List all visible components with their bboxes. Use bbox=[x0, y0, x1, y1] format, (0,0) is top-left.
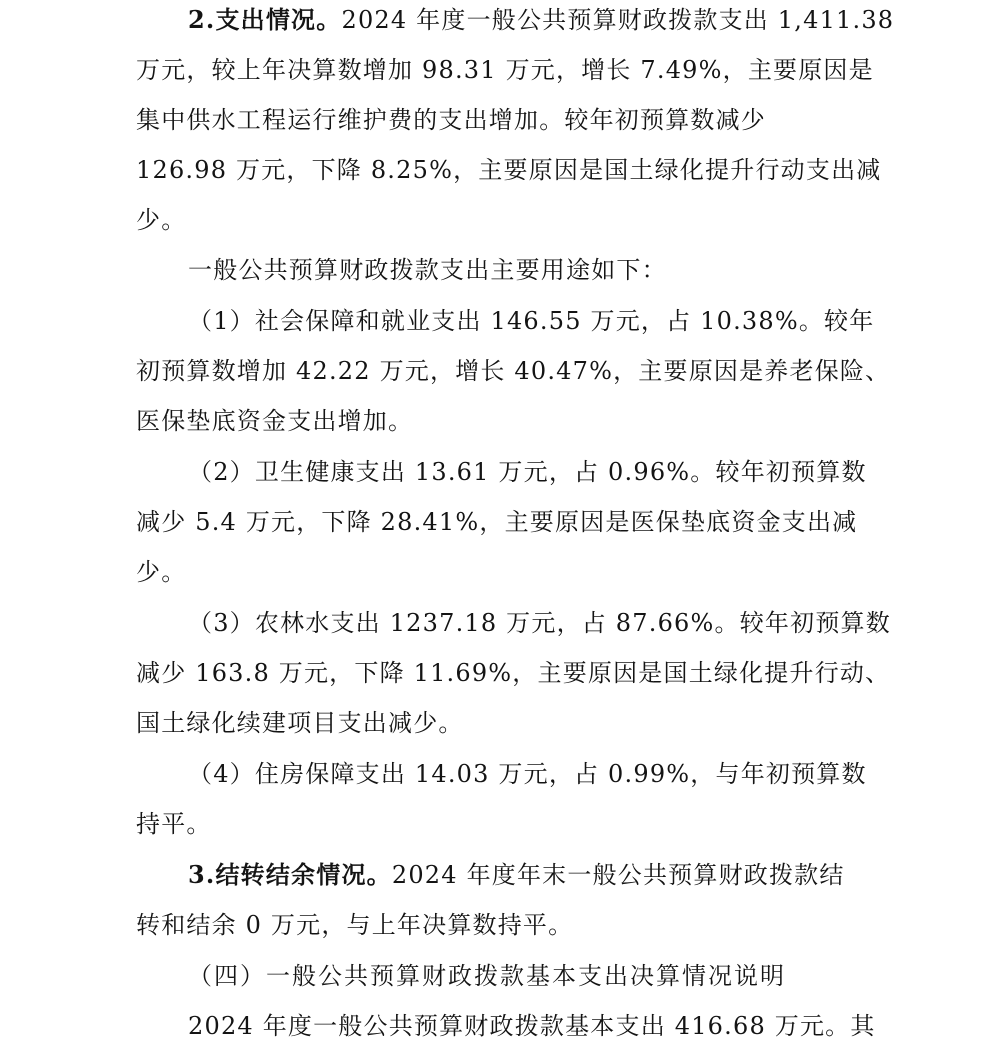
text-line: 集中供水工程运行维护费的支出增加。较年初预算数减少 bbox=[136, 106, 766, 134]
text-line: 少。 bbox=[136, 558, 187, 586]
text-line: 一般公共预算财政拨款支出主要用途如下： bbox=[188, 256, 667, 284]
text-line bbox=[188, 5, 894, 35]
text-line: （4）住房保障支出 14.03 万元，占 0.99%，与年初预算数 bbox=[188, 760, 867, 788]
text-run: 2024 年度年末一般公共预算财政拨款结 bbox=[391, 861, 845, 889]
text-line: 万元，较上年决算数增加 98.31 万元，增长 7.49%，主要原因是 bbox=[136, 56, 874, 84]
text-line: 国土绿化续建项目支出减少。 bbox=[136, 709, 464, 737]
text-line: 持平。 bbox=[136, 810, 212, 838]
section-heading-carryover: 3.结转结余情况。 bbox=[188, 860, 392, 889]
text-line: 少。 bbox=[136, 206, 187, 234]
text-line: 医保垫底资金支出增加。 bbox=[136, 407, 414, 435]
section-heading-expenditure: 2.支出情况。 bbox=[188, 5, 342, 34]
text-line: 减少 5.4 万元，下降 28.41%，主要原因是医保垫底资金支出减 bbox=[136, 508, 858, 536]
text-run: 2024 年度一般公共预算财政拨款支出 1,411.38 bbox=[341, 6, 895, 34]
section-heading-basic-expenditure: （四）一般公共预算财政拨款基本支出决算情况说明 bbox=[188, 962, 786, 990]
text-line: （2）卫生健康支出 13.61 万元，占 0.96%。较年初预算数 bbox=[188, 458, 867, 486]
text-line: （3）农林水支出 1237.18 万元，占 87.66%。较年初预算数 bbox=[188, 609, 891, 637]
text-line: 转和结余 0 万元，与上年决算数持平。 bbox=[136, 911, 574, 939]
text-line: 初预算数增加 42.22 万元，增长 40.47%，主要原因是养老保险、 bbox=[136, 357, 891, 385]
text-line: （1）社会保障和就业支出 146.55 万元，占 10.38%。较年 bbox=[188, 307, 875, 335]
text-line: 减少 163.8 万元，下降 11.69%，主要原因是国土绿化提升行动、 bbox=[136, 659, 891, 687]
text-line bbox=[188, 860, 845, 890]
text-line: 2024 年度一般公共预算财政拨款基本支出 416.68 万元。其 bbox=[188, 1012, 876, 1040]
text-line: 126.98 万元，下降 8.25%，主要原因是国土绿化提升行动支出减 bbox=[136, 156, 882, 184]
